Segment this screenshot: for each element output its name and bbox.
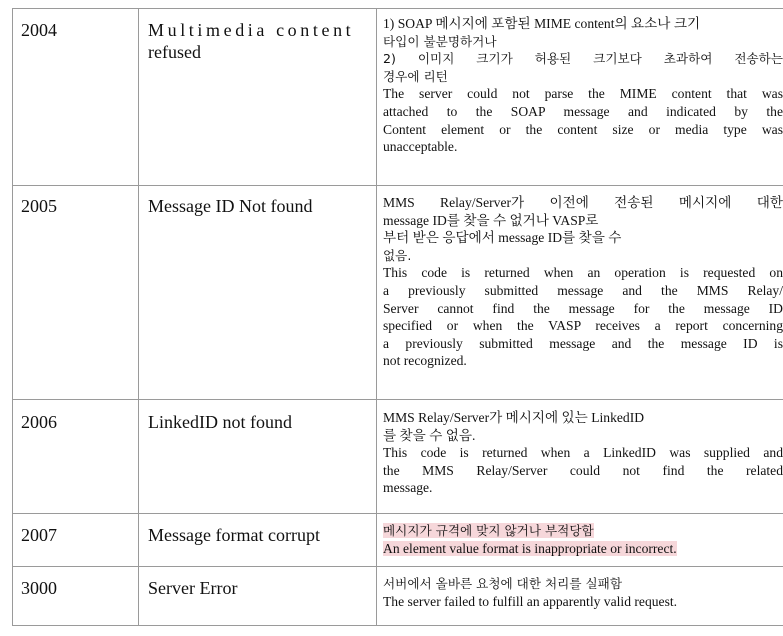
error-description: MMS Relay/Server가 이전에 전송된 메시지에 대한 message ID를 찾을 수 없거나 VASP로 부터 받은 응답에서 message ID를 찾을 수 없음. This code is returned when an operation is requested on a previously submitted message and the MMS Relay/ Server cannot find the message for the message ID specified or when the VASP receives a report concerning a previously submitted message and the message ID is not recognized. — [383, 195, 783, 369]
table-row — [12, 8, 783, 186]
error-code: 3000 — [21, 578, 57, 598]
error-name: Message format corrupt — [148, 525, 320, 545]
error-description — [383, 522, 783, 557]
error-code: 2005 — [21, 196, 57, 216]
error-description: 서버에서 올바른 요청에 대한 처리를 실패함 The server failed to fulfill an apparently valid request. — [383, 576, 678, 609]
error-description: 1) SOAP 메시지에 포함된 MIME content의 요소나 크기 타입이 불분명하거나 2) 이미지 크기가 허용된 크기보다 초과하여 전송하는 경우에 리턴 The server could not parse the MIME content that was attached to the SOAP message and indicated by the Content element or the content size or media type was unacceptable. — [383, 16, 783, 155]
error-code: 2007 — [21, 525, 57, 545]
table-row — [12, 185, 783, 400]
highlighted-text: An element value format is inappropriate or incorrect. — [383, 540, 677, 556]
table-row — [12, 567, 783, 626]
error-code: 2004 — [21, 20, 57, 40]
error-code: 2006 — [21, 412, 57, 432]
error-name: Message ID Not found — [148, 196, 313, 216]
highlighted-text: 메시지가 규격에 맞지 않거나 부적당함 — [383, 523, 594, 538]
table-row — [12, 400, 783, 514]
error-description: MMS Relay/Server가 메시지에 있는 LinkedID 를 찾을 수 없음. This code is returned when a LinkedID was supplied and the MMS Relay/Server could not find the related message. — [383, 410, 783, 496]
error-code-table — [12, 8, 783, 626]
error-name: LinkedID not found — [148, 412, 292, 432]
error-name: Multimedia content refused — [148, 20, 355, 62]
table-row — [12, 514, 783, 567]
error-name: Server Error — [148, 578, 238, 598]
